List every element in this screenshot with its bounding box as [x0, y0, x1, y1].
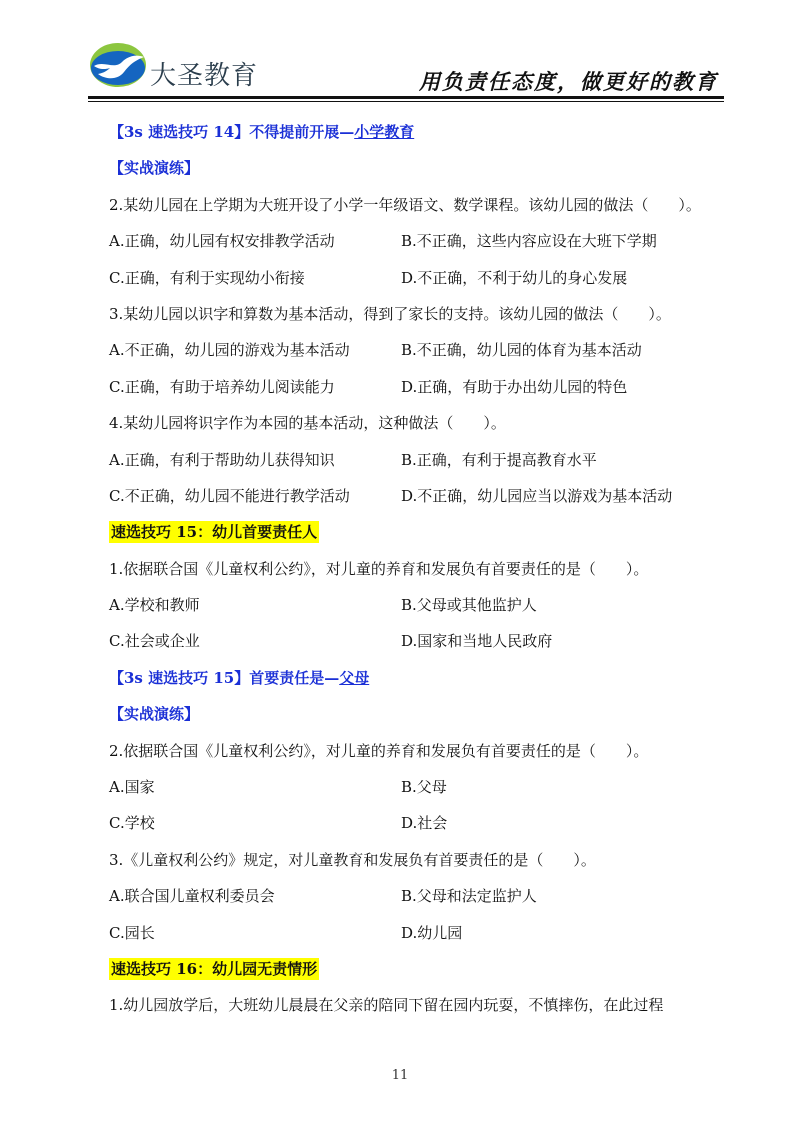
page-content: [109, 114, 739, 1024]
tip-heading-14: 【3s 速选技巧 14】不得提前开展—小学教育: [109, 123, 415, 141]
brand-name: 大圣教育: [150, 61, 259, 91]
page-header: [0, 0, 800, 104]
options-row: [109, 623, 739, 659]
option-a: A.国家: [109, 778, 155, 797]
option-d: D.不正确，幼儿园应当以游戏为基本活动: [401, 486, 673, 505]
option-c: C.学校: [109, 814, 155, 833]
option-b: B.不正确，这些内容应设在大班下学期: [401, 232, 657, 251]
option-d: D.不正确，不利于幼儿的身心发展: [401, 268, 628, 287]
options-row: [109, 805, 739, 841]
header-slogan: 用负责任态度，做更好的教育: [419, 69, 718, 94]
option-b: B.父母或其他监护人: [401, 596, 537, 615]
option-a: A.正确，有利于帮助幼儿获得知识: [109, 450, 335, 469]
header-rule-thick: [88, 96, 724, 99]
option-a: A.学校和教师: [109, 596, 200, 615]
option-b: B.父母和法定监护人: [401, 887, 537, 906]
options-row: [109, 769, 739, 805]
section-heading-16: 速选技巧 16：幼儿园无责情形: [111, 959, 318, 978]
question-text: 1.幼儿园放学后，大班幼儿晨晨在父亲的陪同下留在园内玩耍，不慎摔伤，在此过程: [109, 996, 664, 1015]
options-row: [109, 332, 739, 368]
options-row: [109, 915, 739, 951]
bird-logo-icon: [88, 40, 148, 90]
option-b: B.父母: [401, 778, 447, 797]
option-d: D.社会: [401, 814, 448, 833]
question-text: 4.某幼儿园将识字作为本园的基本活动，这种做法（ ）。: [109, 414, 506, 433]
option-d: D.国家和当地人民政府: [401, 632, 553, 651]
question-text: 3.某幼儿园以识字和算数为基本活动，得到了家长的支持。该幼儿园的做法（ ）。: [109, 304, 671, 323]
section-heading-15: 速选技巧 15：幼儿首要责任人: [111, 523, 318, 542]
option-b: B.正确，有利于提高教育水平: [401, 450, 597, 469]
option-b: B.不正确，幼儿园的体育为基本活动: [401, 341, 642, 360]
option-c: C.正确，有利于实现幼小衔接: [109, 268, 305, 287]
option-a: A.联合国儿童权利委员会: [109, 887, 275, 906]
option-c: C.不正确，幼儿园不能进行教学活动: [109, 486, 350, 505]
header-rule-thin: [88, 101, 724, 102]
options-row: [109, 223, 739, 259]
options-row: [109, 587, 739, 623]
practice-heading: 【实战演练】: [109, 705, 200, 724]
question-text: 1.依据联合国《儿童权利公约》，对儿童的养育和发展负有首要责任的是（ ）。: [109, 559, 649, 578]
option-a: A.正确，幼儿园有权安排教学活动: [109, 232, 335, 251]
options-row: [109, 369, 739, 405]
practice-heading: 【实战演练】: [109, 159, 200, 178]
page-number: 11: [391, 1068, 409, 1083]
question-text: 2.依据联合国《儿童权利公约》，对儿童的养育和发展负有首要责任的是（ ）。: [109, 741, 649, 760]
option-c: C.正确，有助于培养幼儿阅读能力: [109, 377, 335, 396]
option-d: D.正确，有助于办出幼儿园的特色: [401, 377, 628, 396]
tip-heading-15: 【3s 速选技巧 15】首要责任是—父母: [109, 668, 370, 687]
question-text: 3.《儿童权利公约》规定，对儿童教育和发展负有首要责任的是（ ）。: [109, 850, 596, 869]
options-row: [109, 878, 739, 914]
option-c: C.社会或企业: [109, 632, 200, 651]
option-c: C.园长: [109, 923, 155, 942]
options-row: [109, 478, 739, 514]
option-d: D.幼儿园: [401, 923, 463, 942]
option-a: A.不正确，幼儿园的游戏为基本活动: [109, 341, 350, 360]
options-row: [109, 260, 739, 296]
question-text: 2.某幼儿园在上学期为大班开设了小学一年级语文、数学课程。该幼儿园的做法（ ）。: [109, 195, 701, 214]
options-row: [109, 442, 739, 478]
